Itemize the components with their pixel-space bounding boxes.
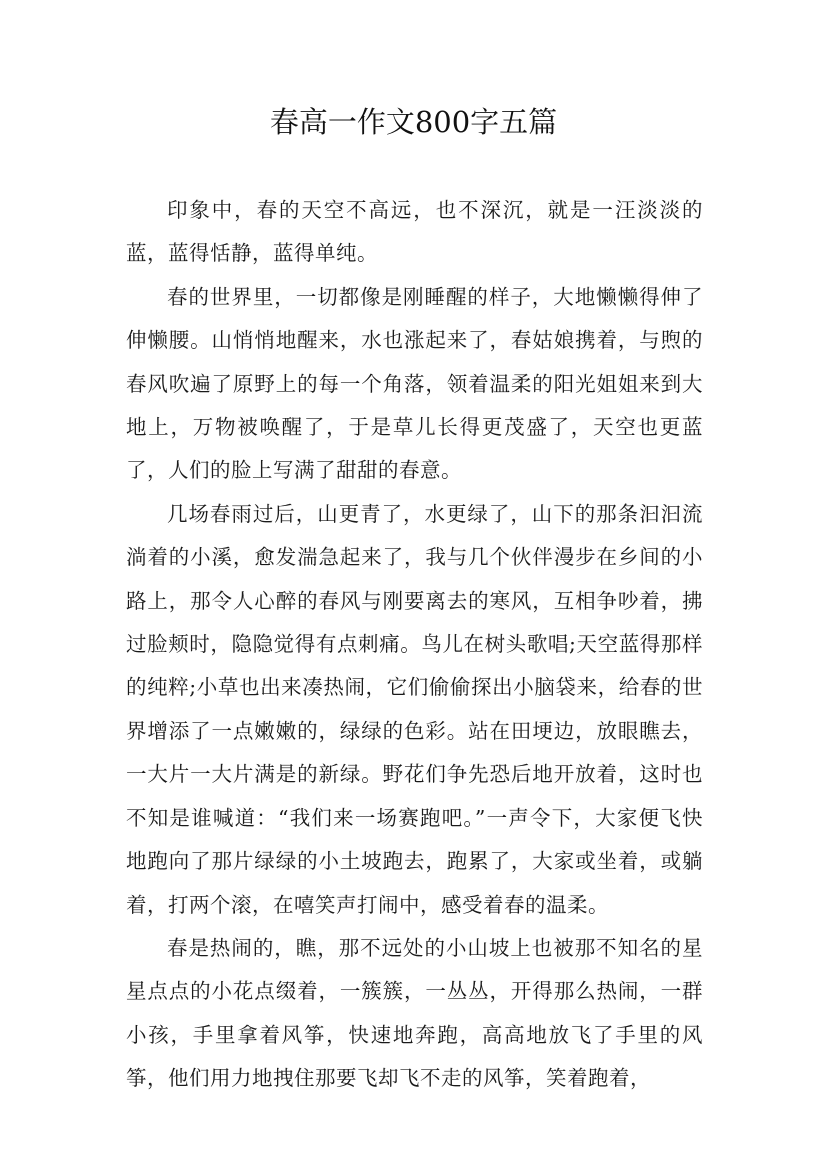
paragraph: 印象中，春的天空不高远，也不深沉，就是一汪淡淡的蓝，蓝得恬静，蓝得单纯。	[126, 198, 703, 266]
document-body	[126, 189, 703, 1101]
paragraph: 春是热闹的，瞧，那不远处的小山坡上也被那不知名的星星点点的小花点缀着，一簇簇，一丛丛，开得那么热闹，一群小孩，手里拿着风筝，快速地奔跑，高高地放飞了手里的风筝，他们用力地拽住那要飞却飞不走的风筝，笑着跑着，	[126, 935, 703, 1091]
paragraph: 春的世界里，一切都像是刚睡醒的样子，大地懒懒得伸了伸懒腰。山悄悄地醒来，水也涨起来了，春姑娘携着，与煦的春风吹遍了原野上的每一个角落，领着温柔的阳光姐姐来到大地上，万物被唤醒了，于是草儿长得更茂盛了，天空也更蓝了，人们的脸上写满了甜甜的春意。	[126, 284, 703, 483]
paragraph: 几场春雨过后，山更青了，水更绿了，山下的那条汩汩流淌着的小溪，愈发湍急起来了，我与几个伙伴漫步在乡间的小路上，那令人心醉的春风与刚要离去的寒风，互相争吵着，拂过脸颊时，隐隐觉得有点刺痛。鸟儿在树头歌唱;天空蓝得那样的纯粹;小草也出来凑热闹，它们偷偷探出小脑袋来，给春的世界增添了一点嫩嫩的，绿绿的色彩。站在田埂边，放眼瞧去，一大片一大片满是的新绿。野花们争先恐后地开放着，这时也不知是谁喊道：“我们来一场赛跑吧。”一声令下，大家便飞快地跑向了那片绿绿的小土坡跑去，跑累了，大家或坐着，或躺着，打两个滚，在嘻笑声打闹中，感受着春的温柔。	[126, 501, 703, 917]
document-title: 春高一作文800字五篇	[269, 105, 558, 139]
